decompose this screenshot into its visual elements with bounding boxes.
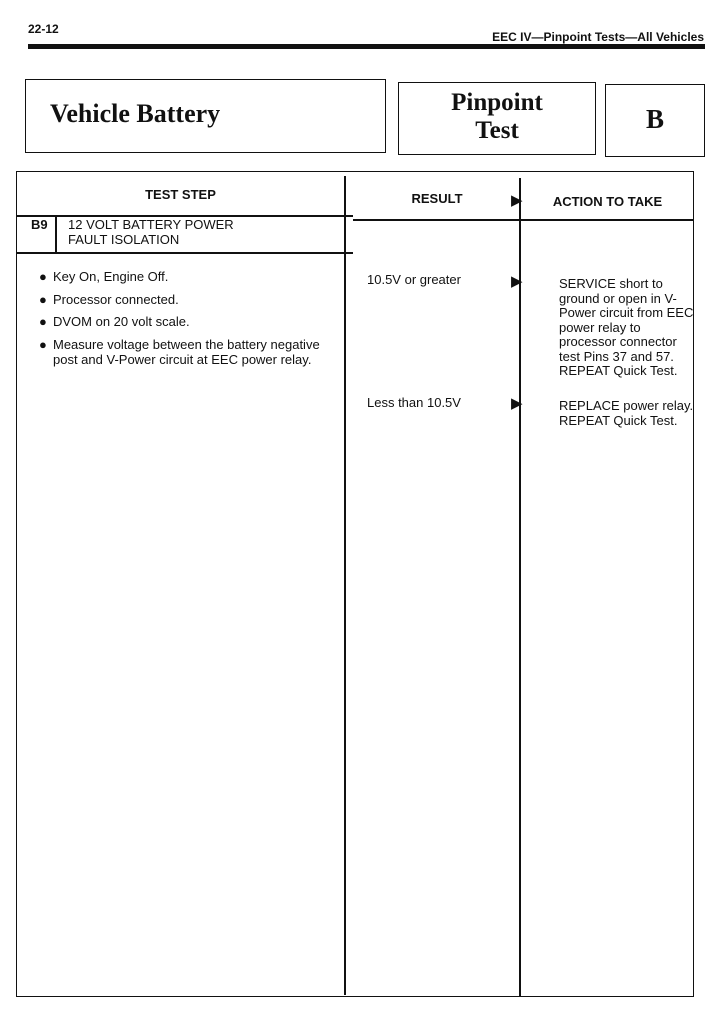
step-id-divider — [55, 216, 57, 252]
header-arrow-icon: ▶ — [511, 192, 523, 209]
bullet-dot-icon: ● — [39, 269, 47, 284]
result-1: 10.5V or greater — [367, 272, 461, 287]
bullet-dot-icon: ● — [39, 292, 47, 307]
running-head: EEC IV—Pinpoint Tests—All Vehicles — [492, 30, 704, 44]
header-action: ACTION TO TAKE — [552, 194, 663, 209]
pinpoint-table: TEST STEP RESULT ▶ ACTION TO TAKE B9 12 VOLT BATTERY POWER FAULT ISOLATION ● Key On, Engine Off. ● Processor connected. ● DVOM on 20 volt scale. ● Measure voltage between the battery negative post and V-Power circuit at EEC power relay. 10.5V or greater ▶ SERVICE short to ground or open in V-Power circuit from EEC power relay to processor connector test Pins 37 and 57. REPEAT Quick Test. Less than 10.5V ▶ REPLACE power relay. REPEAT Quick Test. — [16, 171, 694, 997]
title-box — [25, 79, 386, 153]
column-divider-2 — [519, 178, 521, 997]
result-1-arrow-icon: ▶ — [511, 273, 523, 290]
step-title-line2: FAULT ISOLATION — [68, 231, 180, 247]
pinpoint-test-box — [398, 82, 596, 155]
header-test-step: TEST STEP — [145, 187, 216, 202]
result-2-arrow-icon: ▶ — [511, 395, 523, 412]
page-number: 22-12 — [28, 22, 59, 36]
action-1: SERVICE short to ground or open in V-Power circuit from EEC power relay to processor connector test Pins 37 and 57. REPEAT Quick Test. — [559, 276, 694, 378]
pinpoint-test-label — [399, 89, 595, 145]
header-separator-right — [353, 219, 693, 221]
header-rule — [28, 44, 705, 49]
bullet-dot-icon: ● — [39, 337, 47, 352]
action-2: REPLACE power relay. REPEAT Quick Test. — [559, 398, 694, 428]
step-id: B9 — [31, 217, 48, 232]
pinpoint-line2: Test — [475, 117, 519, 144]
test-letter-box — [605, 84, 705, 157]
section-title: Vehicle Battery — [50, 99, 221, 128]
step-title-bottom — [17, 252, 353, 254]
pinpoint-line1: Pinpoint — [451, 89, 543, 116]
bullet-dot-icon: ● — [39, 314, 47, 329]
test-letter: B — [645, 104, 664, 134]
step-title-line1: 12 VOLT BATTERY POWER — [68, 217, 234, 232]
result-2: Less than 10.5V — [367, 395, 461, 410]
step-title — [68, 218, 234, 247]
header-result: RESULT — [411, 191, 463, 206]
